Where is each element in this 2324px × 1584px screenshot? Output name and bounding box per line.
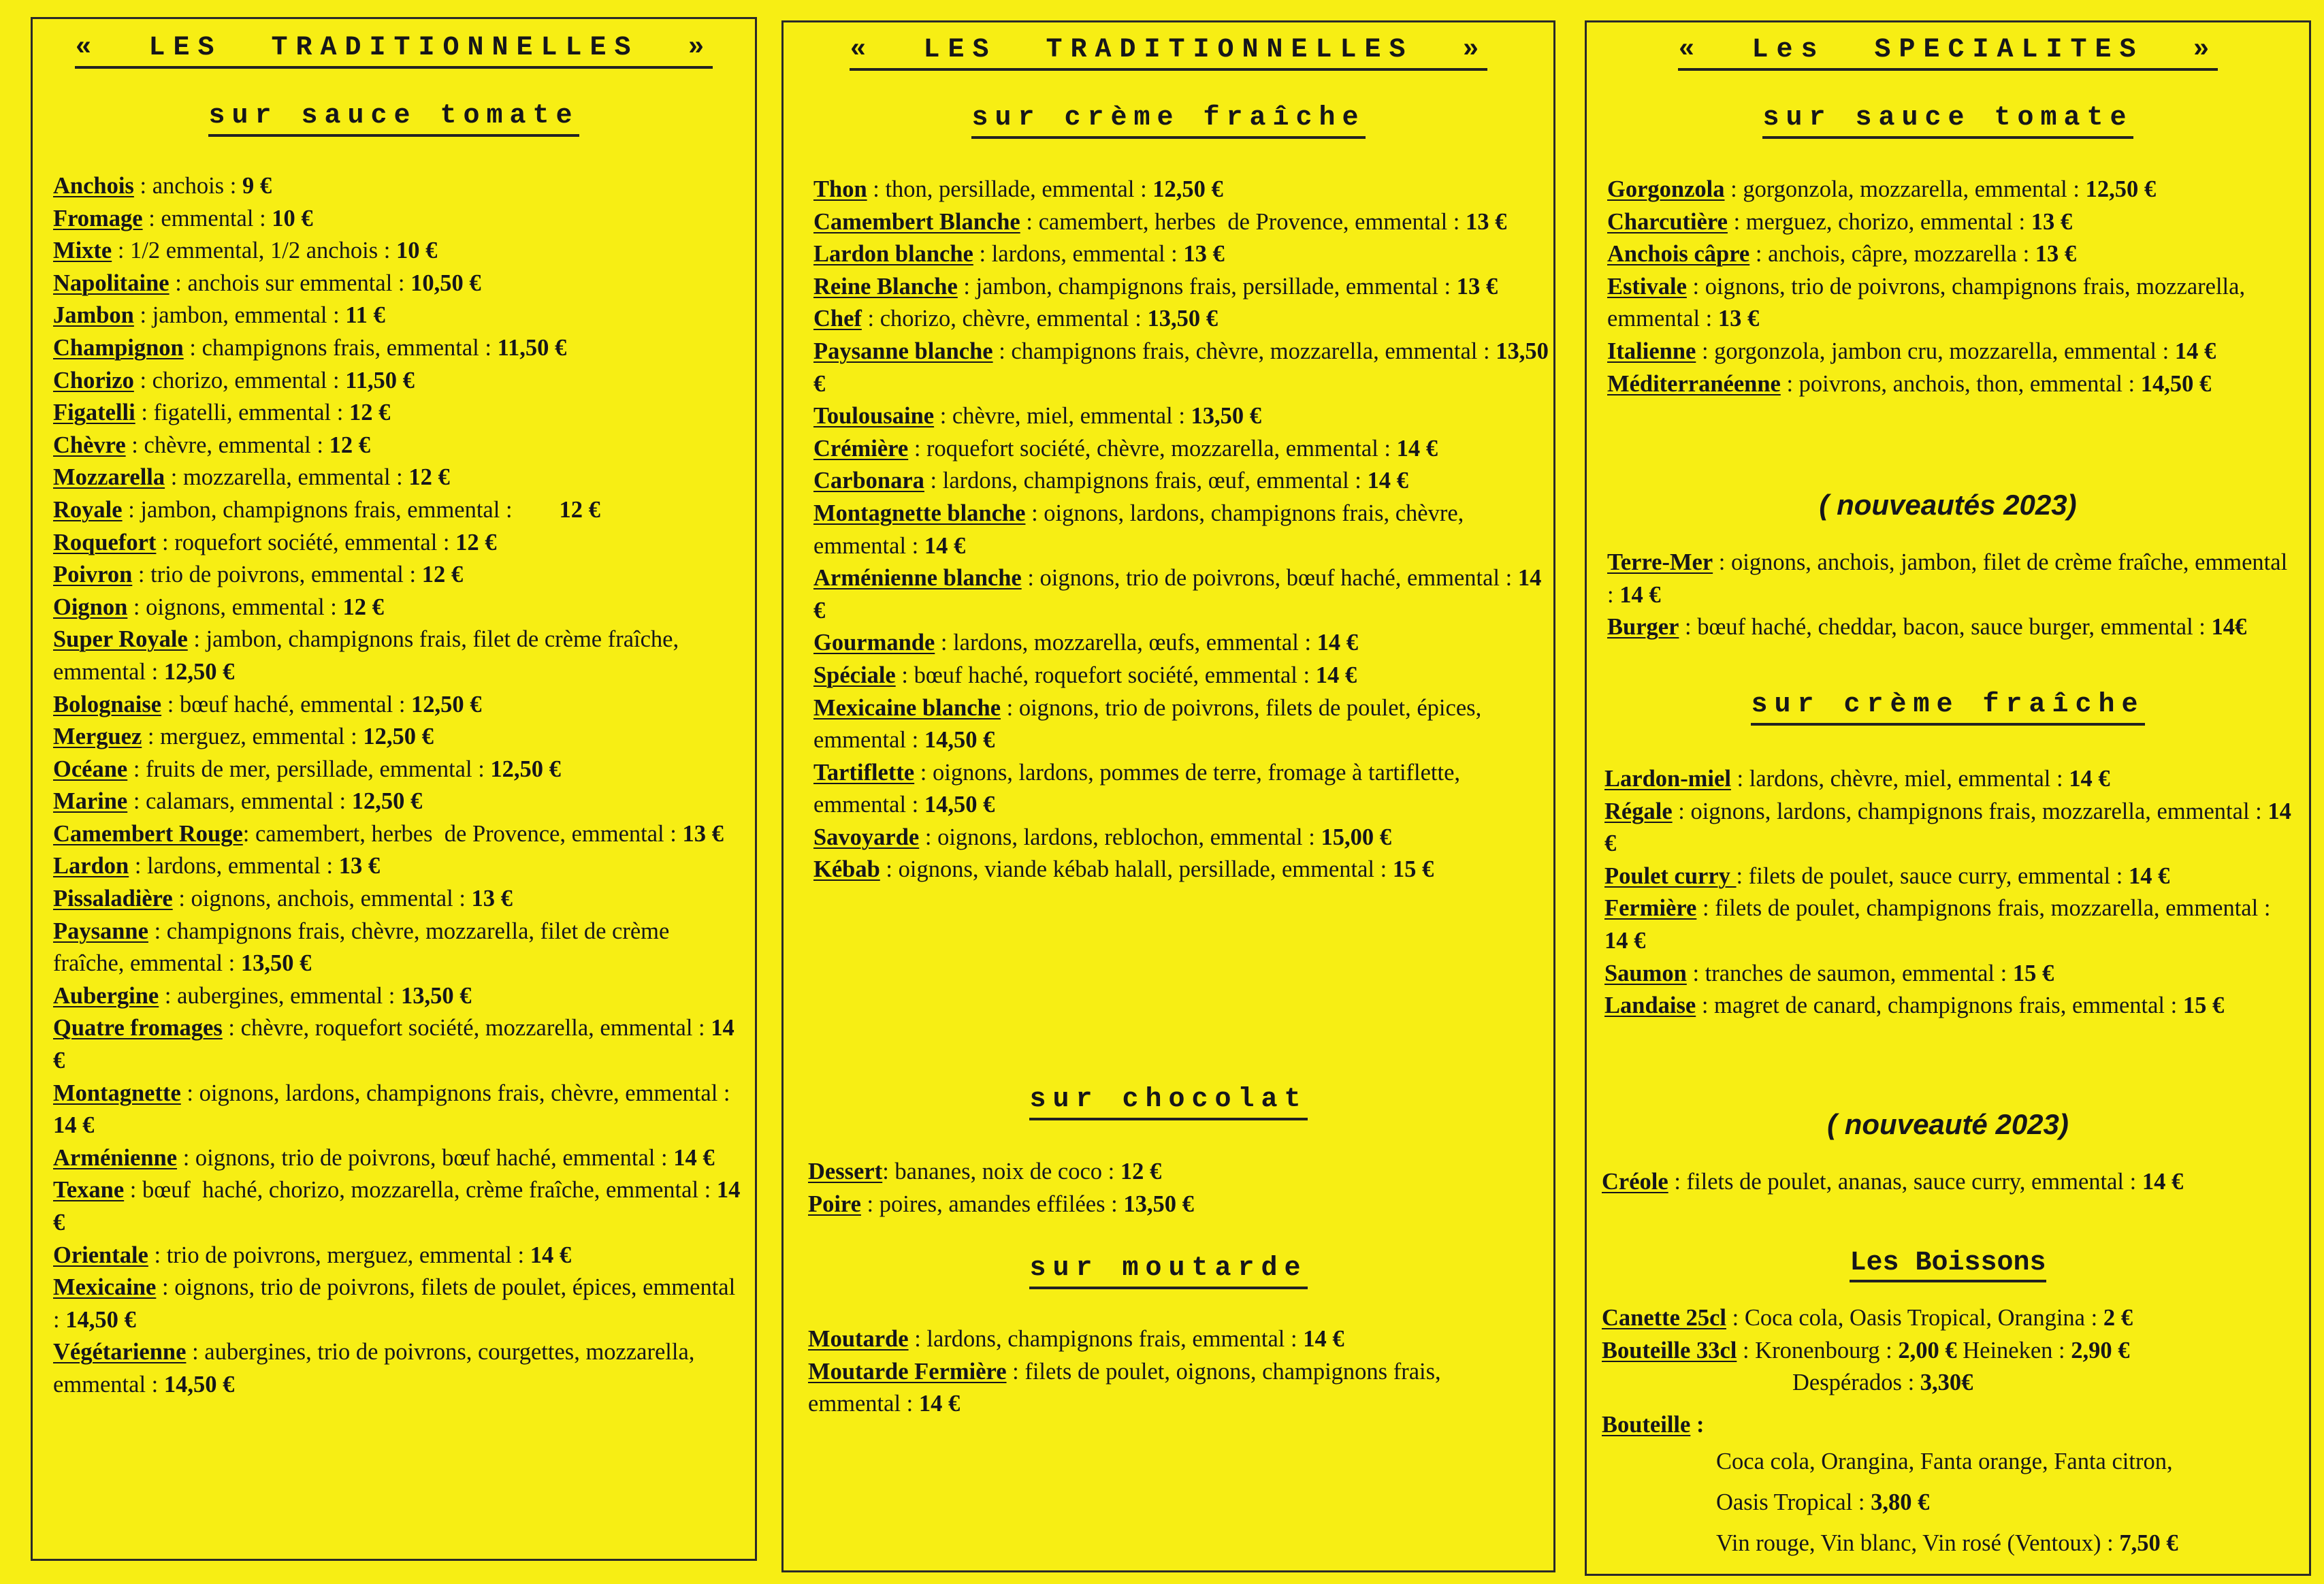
menu-item <box>53 883 741 916</box>
menu-item <box>53 332 741 365</box>
pizza-ingredients: : oignons, lardons, champignons frais, chèvre, emmental : <box>180 1080 737 1106</box>
pizza-price: 10 € <box>396 238 438 264</box>
pizza-name: Italienne <box>1607 338 1696 364</box>
pizza-price: 14 € <box>1604 798 2291 857</box>
pizza-name: Chorizo <box>53 367 134 393</box>
drink-canette: Canette 25cl : Coca cola, Oasis Tropical, Orangina : 2 € <box>1602 1305 2133 1331</box>
pizza-price: 12 € <box>342 594 384 620</box>
pizza-ingredients: : roquefort société, chèvre, mozzarella, emmental : <box>908 435 1397 462</box>
pizza-price: 13 € <box>1717 306 1760 332</box>
menu-item <box>813 303 1549 336</box>
pizza-name: Anchois <box>53 173 134 199</box>
pizza-ingredients: : fruits de mer, persillade, emmental : <box>127 756 491 782</box>
pizza-ingredients: : champignons frais, emmental : <box>183 334 498 361</box>
menu-item <box>53 1078 741 1142</box>
pizza-ingredients: : oignons, lardons, champignons frais, mozzarella, emmental : <box>1672 798 2268 824</box>
pizza-name: Marine <box>53 788 128 815</box>
pizza-name: Crémière <box>813 435 909 462</box>
pizza-price: 12 € <box>421 562 464 588</box>
pizza-name: Saumon <box>1604 960 1687 986</box>
pizza-price: 14 € <box>2174 338 2216 364</box>
pizza-price: 14 € <box>1317 630 1359 656</box>
pizza-name: Napolitaine <box>53 270 170 296</box>
pizza-price: 14 € <box>1367 468 1408 494</box>
menu-item <box>53 1142 741 1175</box>
column-traditionnelles-creme <box>781 20 1555 1572</box>
pizza-name: Spéciale <box>813 662 896 688</box>
drink-soft-line1: Coca cola, Orangina, Fanta orange, Fanta citron, <box>1716 1449 2173 1475</box>
pizza-ingredients: : oignons, viande kébab halall, persillade, emmental : <box>879 856 1393 883</box>
drinks-list <box>1602 1302 2303 1564</box>
pizza-ingredients: : jambon, emmental : <box>133 302 346 329</box>
menu-item <box>53 754 741 786</box>
pizza-price: 14 € <box>813 565 1542 624</box>
column-traditionnelles-tomate <box>31 17 757 1561</box>
pizza-name: Kébab <box>813 856 880 883</box>
pizza-name: Figatelli <box>53 400 135 426</box>
menu-item <box>1607 336 2295 368</box>
menu-item <box>813 498 1549 562</box>
pizza-ingredients: : bœuf haché, emmental : <box>161 691 412 717</box>
menu-item <box>813 692 1549 757</box>
pizza-ingredients: : camembert, herbes de Provence, emmental : <box>1020 208 1466 235</box>
section-heading: sur crème fraîche <box>784 103 1553 133</box>
pizza-price: 14 € <box>924 532 966 559</box>
pizza-price: 14,50 € <box>65 1306 136 1333</box>
pizza-price: 13,50 € <box>1123 1191 1194 1217</box>
pizza-name: Burger <box>1607 614 1679 641</box>
menu-item <box>813 660 1549 692</box>
drinks-heading: Les Boissons <box>1587 1248 2309 1278</box>
pizza-price: 15 € <box>1392 856 1434 883</box>
pizza-ingredients: : chorizo, chèvre, emmental : <box>861 306 1148 332</box>
menu-item <box>1604 763 2292 796</box>
pizza-price: 14 € <box>530 1242 572 1268</box>
pizza-ingredients: : oignons, emmental : <box>127 594 343 620</box>
menu-list <box>1607 174 2295 400</box>
column-specialites <box>1585 20 2311 1576</box>
pizza-ingredients: : oignons, lardons, pommes de terre, fromage à tartiflette, emmental : <box>813 759 1466 818</box>
pizza-price: 12 € <box>1120 1159 1162 1184</box>
pizza-name: Aubergine <box>53 982 159 1009</box>
pizza-price: 14 € <box>1315 662 1357 688</box>
pizza-ingredients: : jambon, champignons frais, persillade, emmental : <box>957 273 1457 300</box>
menu-item <box>808 1189 1543 1221</box>
pizza-name: Mozzarella <box>53 464 165 491</box>
pizza-price: 12 € <box>455 529 497 555</box>
pizza-name: Thon <box>813 176 867 202</box>
pizza-name: Champignon <box>53 334 184 361</box>
pizza-price: 14,50 € <box>924 727 995 754</box>
pizza-name: Chef <box>813 306 862 332</box>
menu-item <box>1604 860 2292 893</box>
pizza-ingredients: : champignons frais, chèvre, mozzarella, filet de crème fraîche, emmental : <box>53 918 675 977</box>
menu-item <box>813 271 1549 304</box>
pizza-price: 13,50 € <box>240 950 312 977</box>
pizza-price: 14 € <box>673 1144 715 1171</box>
pizza-name: Poire <box>808 1191 861 1217</box>
drink-desperados: Despérados : 3,30€ <box>1792 1370 1973 1396</box>
pizza-price: 14 € <box>1303 1326 1344 1352</box>
pizza-name: Mexicaine blanche <box>813 694 1001 721</box>
pizza-name: Toulousaine <box>813 403 935 430</box>
pizza-name: Pissaladière <box>53 886 173 912</box>
novelty-heading: ( nouveautés 2023) <box>1819 489 2077 521</box>
pizza-name: Méditerranéenne <box>1607 370 1781 397</box>
pizza-name: Moutarde <box>808 1326 909 1352</box>
pizza-price: 13 € <box>2035 241 2077 268</box>
pizza-price: 14 € <box>2069 766 2110 792</box>
pizza-ingredients: : filets de poulet, sauce curry, emmental : <box>1736 862 2129 889</box>
pizza-ingredients: : oignons, anchois, jambon, filet de crème fraîche, emmental : <box>1607 549 2293 608</box>
pizza-price: 12,50 € <box>351 788 423 815</box>
pizza-name: Mixte <box>53 238 112 264</box>
menu-item <box>813 757 1549 822</box>
pizza-ingredients: : roquefort société, emmental : <box>156 529 456 555</box>
menu-item <box>53 1240 741 1272</box>
menu-item <box>53 462 741 494</box>
pizza-name: Quatre fromages <box>53 1015 223 1041</box>
pizza-price: 13 € <box>338 853 381 879</box>
pizza-name: Super Royale <box>53 626 188 653</box>
menu-item <box>53 1336 741 1401</box>
menu-item <box>53 559 741 592</box>
pizza-price: 12 € <box>349 400 391 426</box>
pizza-ingredients: : merguez, emmental : <box>142 724 364 750</box>
pizza-name: Fermière <box>1604 895 1697 922</box>
pizza-name: Lardon-miel <box>1604 766 1731 792</box>
pizza-price: 13,50 € <box>1191 403 1262 430</box>
pizza-ingredients: : champignons frais, chèvre, mozzarella, emmental : <box>992 338 1496 364</box>
pizza-name: Lardon <box>53 853 129 879</box>
pizza-price: 15 € <box>2012 960 2054 986</box>
pizza-ingredients: : jambon, champignons frais, filet de crème fraîche, emmental : <box>53 626 685 685</box>
pizza-name: Reine Blanche <box>813 273 958 300</box>
pizza-price: 13,50 € <box>1147 306 1218 332</box>
menu-item <box>813 854 1549 886</box>
pizza-ingredients: : lardons, champignons frais, emmental : <box>908 1326 1304 1352</box>
pizza-name: Créole <box>1602 1169 1668 1195</box>
pizza-name: Moutarde Fermière <box>808 1358 1007 1385</box>
pizza-ingredients: : anchois, câpre, mozzarella : <box>1749 241 2035 268</box>
section-heading: sur sauce tomate <box>1587 103 2309 133</box>
menu-item <box>808 1156 1543 1189</box>
menu-item <box>813 433 1549 466</box>
menu-list <box>813 174 1549 886</box>
menu-item <box>53 786 741 818</box>
pizza-ingredients: : lardons, champignons frais, œuf, emmental : <box>924 468 1368 494</box>
menu-item <box>53 1272 741 1336</box>
pizza-name: Végétarienne <box>53 1339 187 1365</box>
pizza-price: 14 € <box>53 1177 741 1235</box>
menu-item <box>1604 990 2292 1022</box>
pizza-name: Dessert <box>808 1159 883 1184</box>
pizza-ingredients: : chèvre, roquefort société, mozzarella, emmental : <box>222 1015 711 1041</box>
pizza-name: Gorgonzola <box>1607 176 1725 202</box>
menu-item <box>813 336 1549 400</box>
pizza-ingredients: : oignons, trio de poivrons, bœuf haché, emmental : <box>1021 565 1518 592</box>
pizza-ingredients: : filets de poulet, champignons frais, mozzarella, emmental : <box>1696 895 2277 922</box>
pizza-ingredients: : emmental : <box>142 205 272 231</box>
pizza-name: Terre-Mer <box>1607 549 1713 575</box>
pizza-price: 14 € <box>1604 927 1646 954</box>
pizza-ingredients: : gorgonzola, mozzarella, emmental : <box>1724 176 2086 202</box>
section-heading: sur moutarde <box>784 1253 1553 1284</box>
pizza-name: Landaise <box>1604 992 1696 1019</box>
pizza-price: 10,50 € <box>410 270 481 296</box>
pizza-ingredients: : tranches de saumon, emmental : <box>1686 960 2013 986</box>
novelty-heading: ( nouveauté 2023) <box>1827 1108 2069 1140</box>
pizza-ingredients: : magret de canard, champignons frais, emmental : <box>1696 992 2183 1019</box>
pizza-name: Gourmande <box>813 630 935 656</box>
pizza-name: Mexicaine <box>53 1274 157 1301</box>
pizza-price: 15 € <box>2182 992 2225 1019</box>
pizza-name: Orientale <box>53 1242 148 1268</box>
pizza-name: Tartiflette <box>813 759 915 786</box>
pizza-ingredients: : bœuf haché, chorizo, mozzarella, crème fraîche, emmental : <box>124 1177 717 1203</box>
menu-list <box>808 1156 1543 1221</box>
pizza-name: Oignon <box>53 594 128 620</box>
pizza-ingredients: : poires, amandes effilées : <box>860 1191 1124 1217</box>
pizza-price: 13 € <box>1183 241 1225 268</box>
pizza-name: Texane <box>53 1177 125 1203</box>
pizza-name: Montagnette <box>53 1080 181 1106</box>
menu-item <box>1607 611 2295 644</box>
menu-item <box>1607 547 2295 611</box>
section-heading: sur chocolat <box>784 1084 1553 1115</box>
pizza-price: 12,50 € <box>1152 176 1223 202</box>
pizza-name: Paysanne blanche <box>813 338 993 364</box>
pizza-ingredients: : chèvre, emmental : <box>125 432 329 458</box>
pizza-name: Chèvre <box>53 432 126 458</box>
pizza-price: 12,50 € <box>363 724 434 750</box>
pizza-ingredients: : aubergines, trio de poivrons, courgettes, mozzarella, emmental : <box>53 1339 701 1397</box>
pizza-price: 14,50 € <box>2140 370 2212 397</box>
menu-item <box>53 624 741 688</box>
menu-item <box>1604 796 2292 860</box>
pizza-name: Poivron <box>53 562 133 588</box>
pizza-ingredients: : chorizo, emmental : <box>133 367 346 393</box>
pizza-ingredients: : gorgonzola, jambon cru, mozzarella, emmental : <box>1696 338 2175 364</box>
menu-item <box>53 818 741 851</box>
pizza-name: Montagnette blanche <box>813 500 1026 526</box>
pizza-name: Roquefort <box>53 529 157 555</box>
drink-bouteille: Bouteille : <box>1602 1411 1705 1438</box>
pizza-ingredients: : camembert, herbes de Provence, emmental : <box>242 820 683 847</box>
pizza-ingredients: : oignons, trio de poivrons, bœuf haché, emmental : <box>177 1144 674 1171</box>
menu-item <box>813 465 1549 498</box>
pizza-price: 9 € <box>242 173 272 199</box>
menu-item <box>53 527 741 560</box>
pizza-ingredients: : 1/2 emmental, 1/2 anchois : <box>112 238 396 264</box>
pizza-price: 14 € <box>918 1391 961 1417</box>
menu-item <box>1607 174 2295 206</box>
pizza-ingredients: : oignons, trio de poivrons, champignons frais, mozzarella, emmental : <box>1607 273 2251 332</box>
pizza-ingredients: : filets de poulet, ananas, sauce curry, emmental : <box>1668 1169 2142 1195</box>
menu-item <box>1607 368 2295 401</box>
pizza-name: Estivale <box>1607 273 1687 300</box>
pizza-price: 13 € <box>471 886 513 912</box>
column-title: « Les SPECIALITES » <box>1587 35 2309 65</box>
drink-bouteille-33cl: Bouteille 33cl : Kronenbourg : 2,00 € Heineken : 2,90 € <box>1602 1337 2130 1363</box>
menu-list <box>808 1323 1543 1421</box>
pizza-price: 12,50 € <box>490 756 561 782</box>
pizza-ingredients: : oignons, trio de poivrons, filets de poulet, épices, emmental : <box>53 1274 741 1333</box>
menu-item <box>53 592 741 624</box>
pizza-ingredients: : oignons, anchois, emmental : <box>172 886 472 912</box>
pizza-price: 11,50 € <box>497 334 567 361</box>
pizza-price: 13 € <box>1456 273 1498 300</box>
pizza-price: 14,50 € <box>163 1371 235 1397</box>
pizza-ingredients: : anchois : <box>133 173 242 199</box>
pizza-price: 12,50 € <box>2085 176 2157 202</box>
pizza-price: 11 € <box>345 302 385 329</box>
menu-item <box>53 1012 741 1077</box>
pizza-ingredients: : mozzarella, emmental : <box>165 464 409 491</box>
pizza-ingredients: : lardons, mozzarella, œufs, emmental : <box>935 630 1317 656</box>
menu-item <box>53 1174 741 1239</box>
pizza-price: 13 € <box>1466 208 1507 235</box>
menu-item <box>1604 892 2292 957</box>
pizza-price: 14 € <box>53 1015 735 1074</box>
menu-item <box>808 1356 1543 1421</box>
pizza-price: 11,50 € <box>345 367 415 393</box>
pizza-name: Camembert Rouge <box>53 820 243 847</box>
menu-item <box>1607 238 2295 271</box>
pizza-ingredients: : chèvre, miel, emmental : <box>934 403 1191 430</box>
drink-soft-line2: Oasis Tropical : 3,80 € <box>1716 1489 1930 1516</box>
menu-item <box>53 170 741 203</box>
menu-item <box>53 203 741 236</box>
menu-item <box>53 689 741 722</box>
pizza-ingredients: : anchois sur emmental : <box>169 270 411 296</box>
pizza-name: Carbonara <box>813 468 924 494</box>
pizza-ingredients: : figatelli, emmental : <box>135 400 349 426</box>
pizza-price: 13 € <box>682 820 724 847</box>
menu-list <box>53 170 741 1402</box>
pizza-ingredients: : merguez, chorizo, emmental : <box>1727 208 2031 235</box>
pizza-ingredients: : jambon, champignons frais, emmental : <box>122 496 560 523</box>
pizza-ingredients: : oignons, lardons, champignons frais, chèvre, emmental : <box>813 500 1470 559</box>
pizza-price: 13 € <box>2031 208 2073 235</box>
menu-item <box>813 562 1549 627</box>
pizza-price: 10 € <box>272 205 313 231</box>
menu-item <box>813 627 1549 660</box>
pizza-price: 14,50 € <box>924 792 995 818</box>
pizza-ingredients: : filets de poulet, oignons, champignons frais, emmental : <box>808 1358 1453 1417</box>
menu-item <box>1607 271 2295 336</box>
pizza-price: 14 € <box>53 1112 95 1139</box>
pizza-price: 12 € <box>559 496 600 523</box>
menu-item <box>53 850 741 883</box>
menu-item <box>53 365 741 398</box>
pizza-ingredients: : poivrons, anchois, thon, emmental : <box>1780 370 2141 397</box>
pizza-name: Arménienne blanche <box>813 565 1022 592</box>
pizza-ingredients: : bœuf haché, roquefort société, emmental : <box>895 662 1316 688</box>
pizza-name: Lardon blanche <box>813 241 973 268</box>
pizza-name: Royale <box>53 496 123 523</box>
pizza-price: 13,50 € <box>401 982 472 1009</box>
menu-item <box>53 397 741 430</box>
menu-item <box>53 430 741 462</box>
pizza-ingredients: : oignons, trio de poivrons, filets de poulet, épices, emmental : <box>813 694 1487 754</box>
pizza-ingredients: : aubergines, emmental : <box>159 982 402 1009</box>
pizza-ingredients: : lardons, emmental : <box>973 241 1184 268</box>
menu-item <box>1602 1166 2289 1199</box>
pizza-price: 13,50 € <box>813 338 1549 397</box>
pizza-ingredients: : lardons, chèvre, miel, emmental : <box>1730 766 2069 792</box>
pizza-price: 12,50 € <box>411 691 482 717</box>
menu-item <box>53 300 741 332</box>
pizza-name: Merguez <box>53 724 142 750</box>
menu-item <box>813 174 1549 206</box>
pizza-price: 14 € <box>1619 581 1661 608</box>
menu-item <box>53 721 741 754</box>
menu-item <box>53 980 741 1013</box>
column-title: « LES TRADITIONNELLES » <box>784 35 1553 65</box>
pizza-name: Jambon <box>53 302 134 329</box>
menu-list <box>1604 763 2292 1022</box>
pizza-price: 12 € <box>408 464 450 491</box>
pizza-name: Camembert Blanche <box>813 208 1020 235</box>
pizza-price: 14€ <box>2211 614 2247 641</box>
pizza-name: Arménienne <box>53 1144 178 1171</box>
menu-item <box>808 1323 1543 1356</box>
pizza-price: 15,00 € <box>1321 824 1391 850</box>
pizza-price: 14 € <box>2142 1169 2184 1195</box>
pizza-name: Océane <box>53 756 128 782</box>
menu-item <box>813 400 1549 433</box>
pizza-name: Savoyarde <box>813 824 920 850</box>
section-heading: sur sauce tomate <box>33 101 755 131</box>
pizza-ingredients: : oignons, lardons, reblochon, emmental : <box>919 824 1321 850</box>
pizza-name: Fromage <box>53 205 143 231</box>
menu-item <box>53 916 741 980</box>
menu-list <box>1607 547 2295 644</box>
pizza-name: Régale <box>1604 798 1673 824</box>
pizza-price: 14 € <box>2128 862 2170 889</box>
pizza-price: 12,50 € <box>163 658 235 685</box>
menu-item <box>813 206 1549 239</box>
pizza-ingredients: : thon, persillade, emmental : <box>867 176 1153 202</box>
pizza-ingredients: : bananes, noix de coco : <box>882 1159 1120 1184</box>
pizza-ingredients: : trio de poivrons, merguez, emmental : <box>148 1242 530 1268</box>
menu-item <box>1604 958 2292 990</box>
section-heading: sur crème fraîche <box>1587 690 2309 720</box>
menu-item <box>53 235 741 268</box>
menu-item <box>53 494 741 527</box>
pizza-ingredients: : trio de poivrons, emmental : <box>132 562 422 588</box>
menu-item <box>813 238 1549 271</box>
pizza-price: 14 € <box>1396 435 1438 462</box>
pizza-name: Paysanne <box>53 918 148 944</box>
pizza-ingredients: : bœuf haché, cheddar, bacon, sauce burger, emmental : <box>1679 614 2212 641</box>
pizza-name: Poulet curry <box>1604 862 1737 889</box>
pizza-name: Anchois câpre <box>1607 241 1750 268</box>
pizza-ingredients: : calamars, emmental : <box>127 788 352 815</box>
menu-item <box>813 822 1549 854</box>
column-title: « LES TRADITIONNELLES » <box>33 33 755 63</box>
menu-list <box>1602 1166 2289 1199</box>
pizza-price: 12 € <box>329 432 370 458</box>
pizza-name: Charcutière <box>1607 208 1728 235</box>
pizza-name: Bolognaise <box>53 691 162 717</box>
menu-item <box>53 268 741 300</box>
drink-wine: Vin rouge, Vin blanc, Vin rosé (Ventoux) : 7,50 € <box>1716 1530 2178 1557</box>
menu-item <box>1607 206 2295 239</box>
pizza-ingredients: : lardons, emmental : <box>129 853 339 879</box>
